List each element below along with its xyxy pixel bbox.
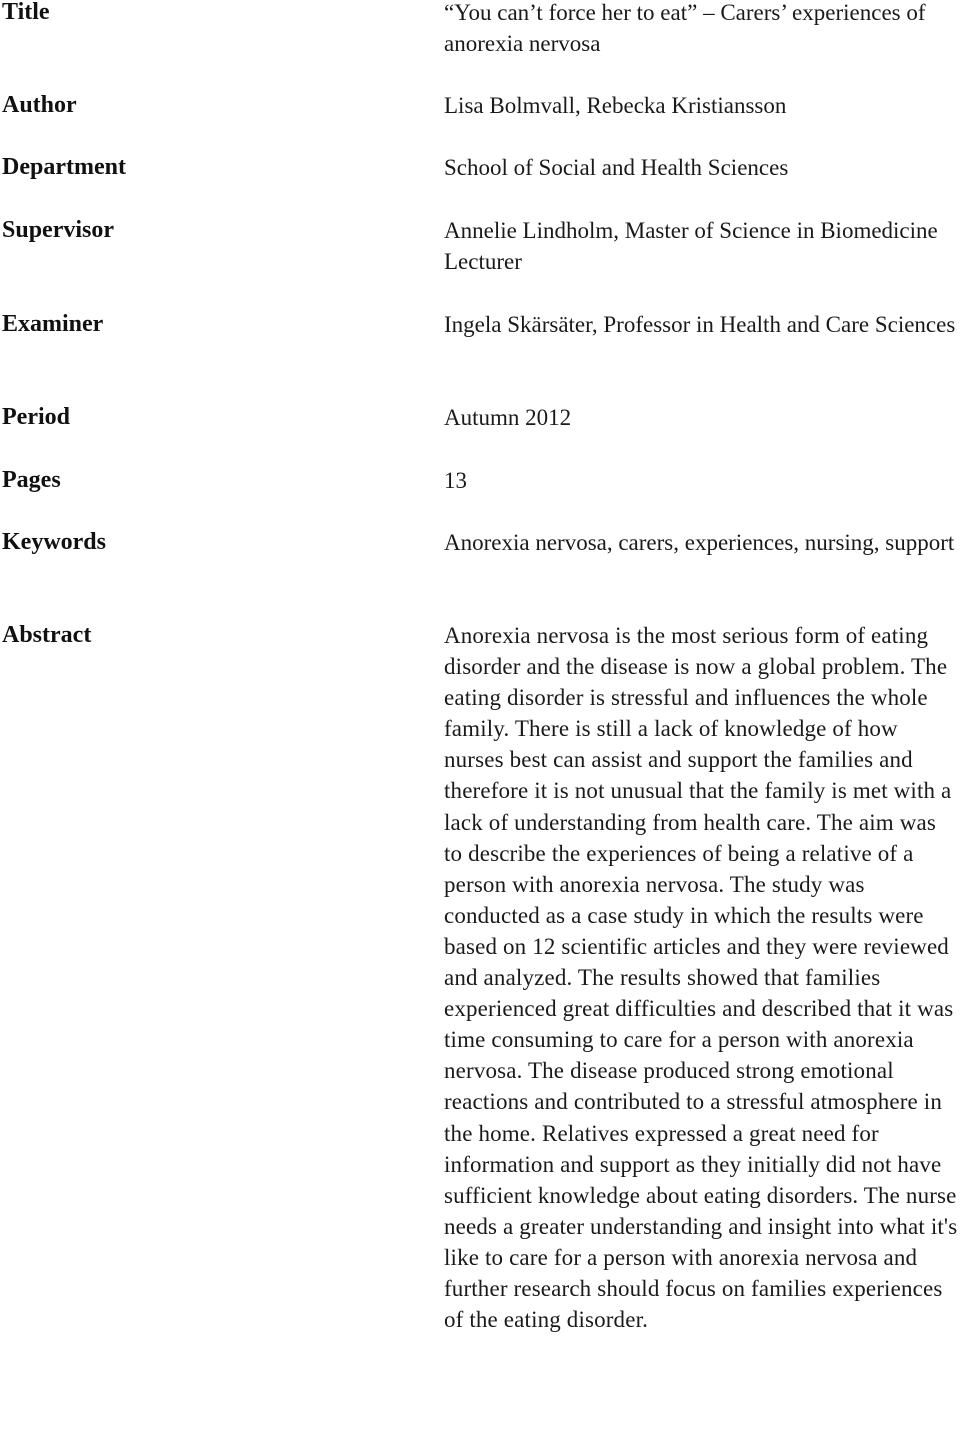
- keywords-label: Keywords: [2, 529, 106, 555]
- pages-label: Pages: [2, 467, 61, 493]
- supervisor-value: Annelie Lindholm, Master of Science in Biomedicine Lecturer: [444, 218, 938, 275]
- department-value: School of Social and Health Sciences: [444, 155, 789, 180]
- department-label: Department: [2, 154, 126, 180]
- title-label: Title: [2, 0, 50, 25]
- period-value: Autumn 2012: [444, 405, 572, 430]
- author-value: Lisa Bolmvall, Rebecka Kristiansson: [444, 93, 787, 118]
- abstract-text: Anorexia nervosa is the most serious form of eating disorder and the disease is now a global problem. The eating disorder is stressful and influences the whole family. There is still a lack of knowledge of how nurses best can assist and support the families and therefore it is not unusual that the family is met with a lack of understanding from health care. The aim was to describe the experiences of being a relative of a person with anorexia nervosa. The study was conducted as a case study in which the results were based on 12 scientific articles and they were reviewed and analyzed. The results showed that families experienced great difficulties and described that it was time consuming to care for a person with anorexia nervosa. The disease produced strong emotional reactions and contributed to a stressful atmosphere in the home. Relatives expressed a great need for information and support as they initially did not have sufficient knowledge about eating disorders. The nurse needs a greater understanding and insight into what it's like to care for a person with anorexia nervosa and further research should focus on families experiences of the eating disorder.: [444, 623, 958, 1333]
- supervisor-label: Supervisor: [2, 217, 115, 243]
- abstract-label: Abstract: [2, 622, 92, 648]
- examiner-label: Examiner: [2, 311, 104, 337]
- author-label: Author: [2, 92, 77, 118]
- pages-value: 13: [444, 468, 467, 493]
- period-label: Period: [2, 404, 70, 430]
- examiner-value: Ingela Skärsäter, Professor in Health and Care Sciences: [444, 312, 956, 337]
- title-value: “You can’t force her to eat” – Carers’ experiences of anorexia nervosa: [444, 0, 926, 57]
- keywords-value: Anorexia nervosa, carers, experiences, nursing, support: [444, 530, 955, 555]
